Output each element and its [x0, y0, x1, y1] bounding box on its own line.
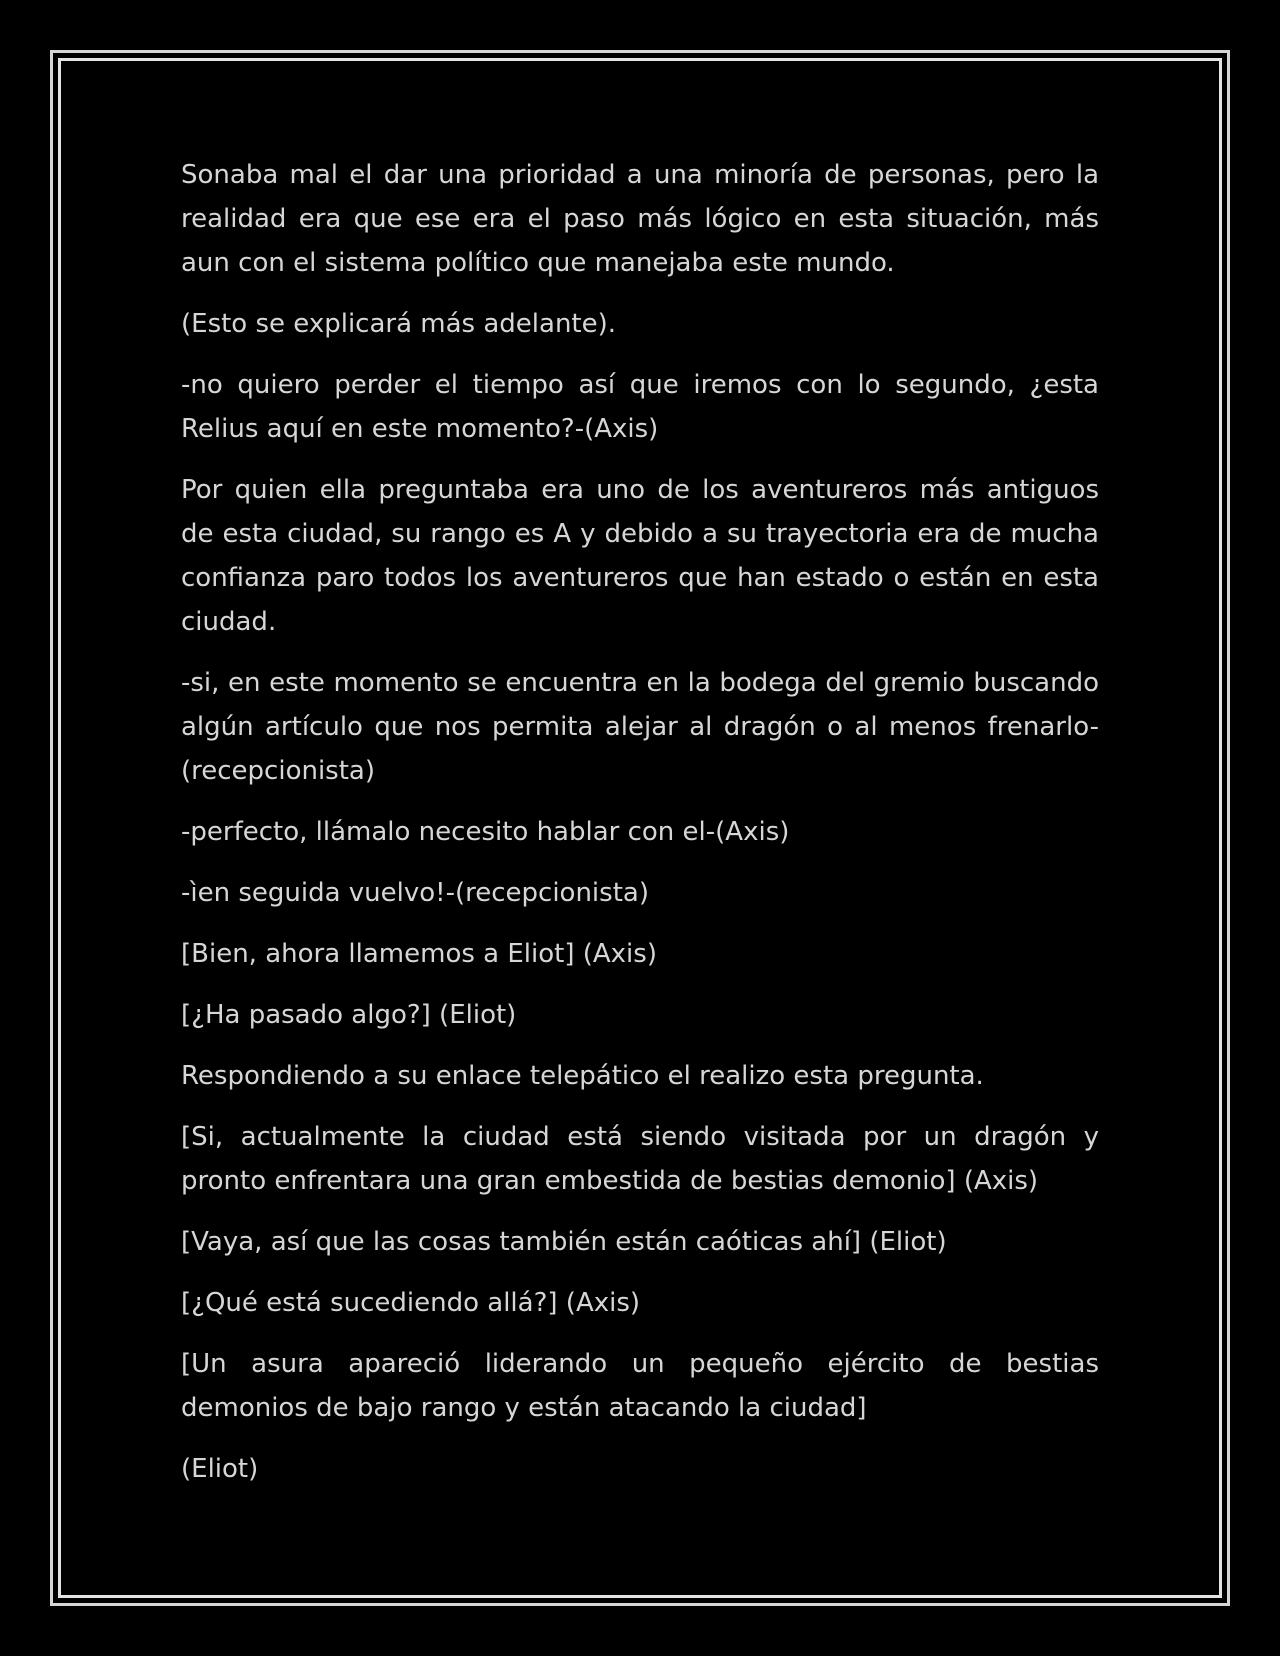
- paragraph-13: [¿Qué está sucediendo allá?] (Axis): [181, 1288, 641, 1318]
- paragraph-14: [Un asura apareció liderando un pequeño ejército de bestias demonios de bajo rango y están atacando la ciudad]: [181, 1349, 1099, 1423]
- paragraph-7: -ìen seguida vuelvo!-(recepcionista): [181, 878, 649, 908]
- paragraph-12: [Vaya, así que las cosas también están caóticas ahí] (Eliot): [181, 1227, 947, 1257]
- paragraph-15: (Eliot): [181, 1454, 259, 1484]
- page-frame-outer: [50, 50, 1230, 1606]
- paragraph-6: -perfecto, llámalo necesito hablar con el-(Axis): [181, 817, 790, 847]
- paragraph-10: Respondiendo a su enlace telepático el realizo esta pregunta.: [181, 1061, 984, 1091]
- paragraph-4: Por quien ella preguntaba era uno de los aventureros más antiguos de esta ciudad, su rango es A y debido a su trayectoria era de mucha confianza paro todos los aventureros que han estado o están en esta ciudad.: [181, 475, 1099, 637]
- paragraph-2: (Esto se explicará más adelante).: [181, 309, 617, 339]
- paragraph-11: [Si, actualmente la ciudad está siendo visitada por un dragón y pronto enfrentara una gran embestida de bestias demonio] (Axis): [181, 1122, 1099, 1196]
- page-frame-inner: [58, 58, 1222, 1598]
- paragraph-5: -si, en este momento se encuentra en la bodega del gremio buscando algún artículo que nos permita alejar al dragón o al menos frenarlo-(recepcionista): [181, 668, 1099, 786]
- paragraph-8: [Bien, ahora llamemos a Eliot] (Axis): [181, 939, 657, 969]
- paragraph-9: [¿Ha pasado algo?] (Eliot): [181, 1000, 517, 1030]
- story-text: [181, 153, 1099, 1508]
- paragraph-1: Sonaba mal el dar una prioridad a una minoría de personas, pero la realidad era que ese era el paso más lógico en esta situación, más aun con el sistema político que manejaba este mundo.: [181, 160, 1099, 278]
- paragraph-3: -no quiero perder el tiempo así que iremos con lo segundo, ¿esta Relius aquí en este momento?-(Axis): [181, 370, 1099, 444]
